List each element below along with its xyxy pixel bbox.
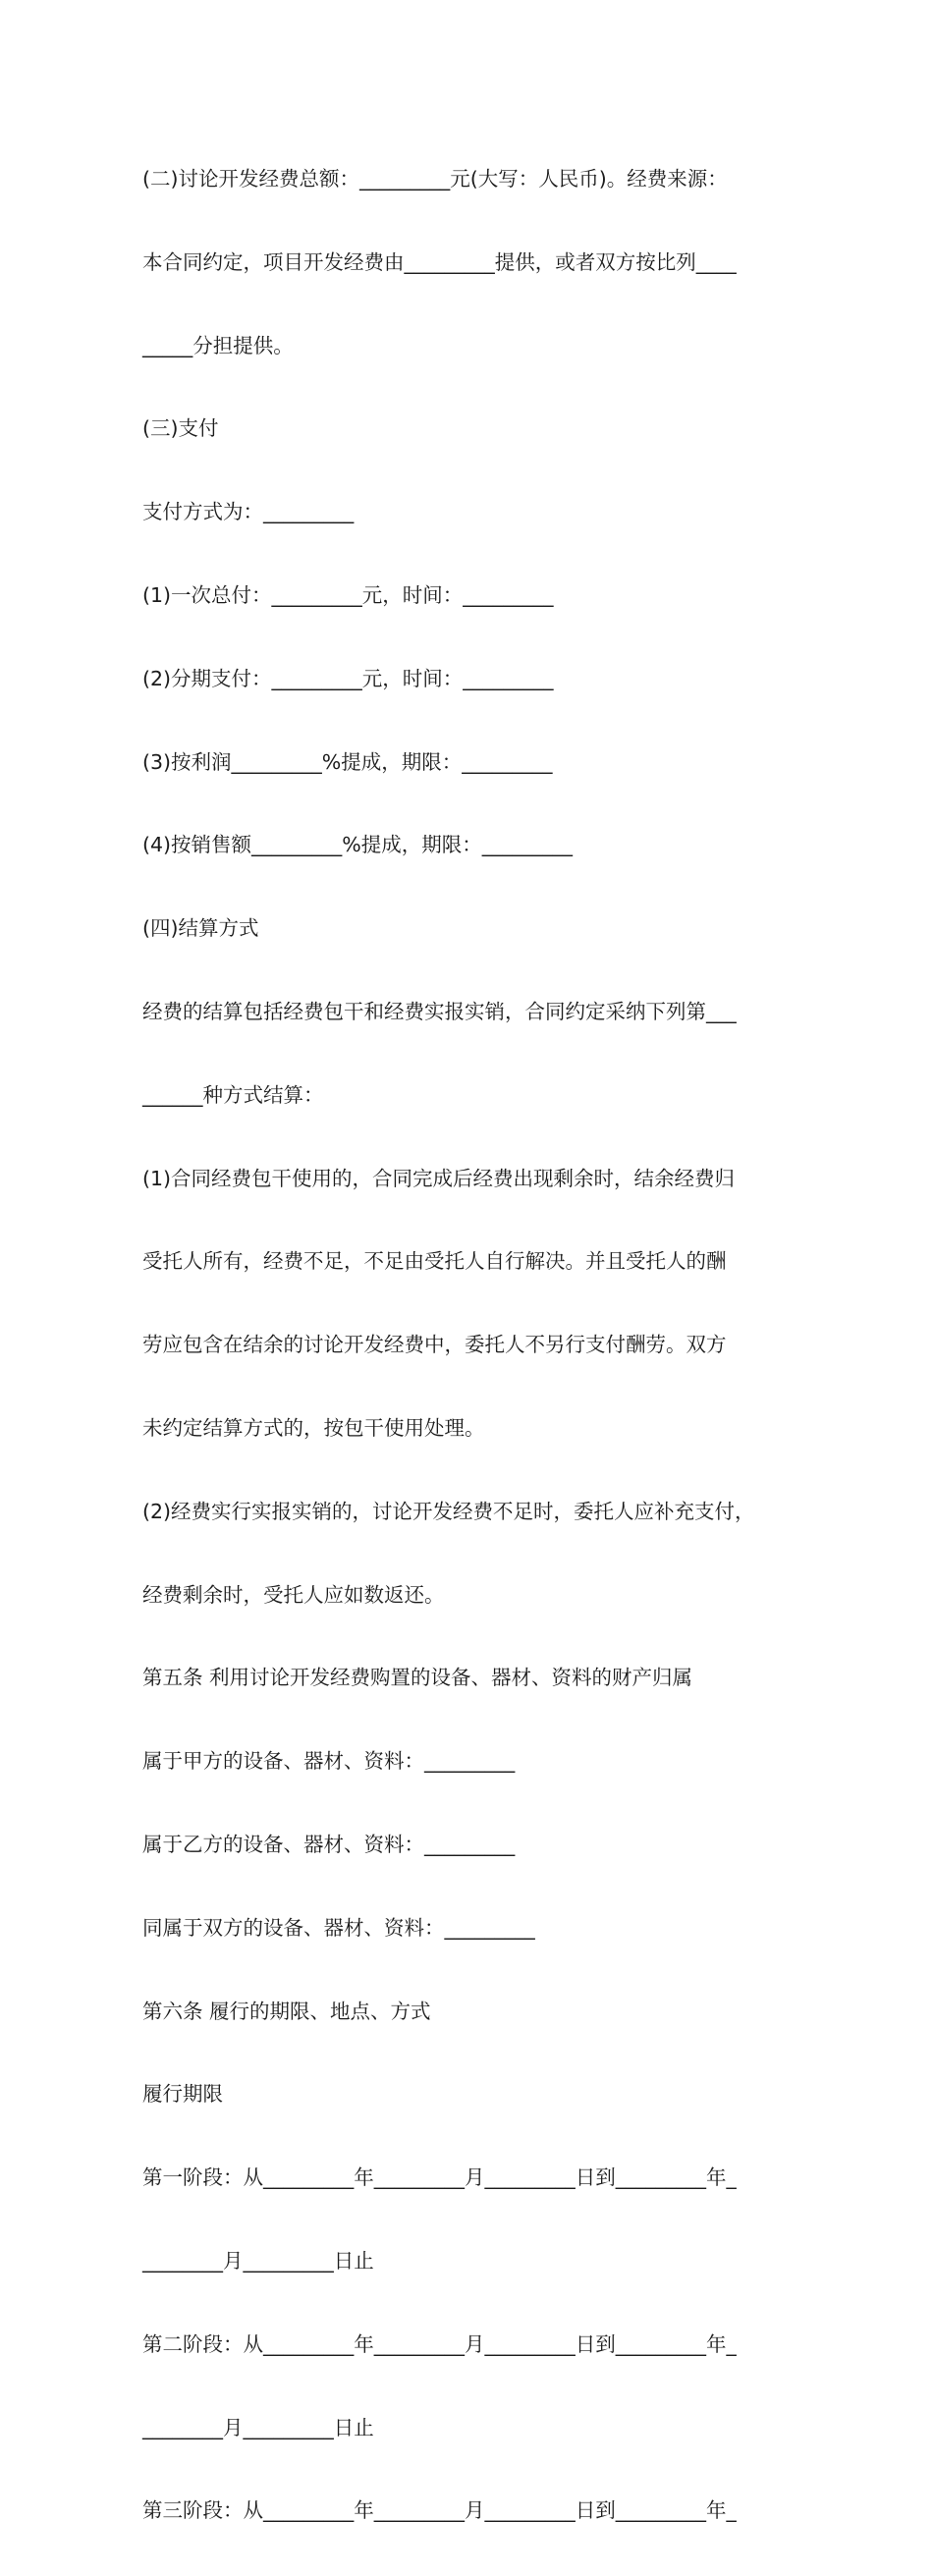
article-6-heading: 第六条 履行的期限、地点、方式 [142,1999,431,2023]
line-property-party-a: 属于甲方的设备、器材、资料：_________ [142,1749,516,1774]
line-settlement-item-2b: 经费剩余时，受托人应如数返还。 [142,1582,445,1607]
line-stage-1a: 第一阶段：从_________年_________月_________日到_________年_ [142,2165,737,2190]
line-stage-1b: ________月_________日止 [142,2248,374,2273]
line-payment-method: 支付方式为：_________ [142,500,355,524]
line-settlement-intro: 经费的结算包括经费包干和经费实报实销，合同约定采纳下列第___ [142,999,737,1023]
section-heading-payment: (三)支付 [142,416,219,441]
line-settlement-item-1a: (1)合同经费包干使用的，合同完成后经费出现剩余时，结余经费归 [142,1166,736,1190]
line-payment-lump-sum: (1)一次总付：_________元，时间：_________ [142,582,554,607]
line-stage-2b: ________月_________日止 [142,2415,374,2439]
line-funding-source: 本合同约定，项目开发经费由_________提供，或者双方按比列____ [142,249,737,274]
line-settlement-choice: ______种方式结算： [142,1082,324,1107]
line-settlement-item-1c: 劳应包含在结余的讨论开发经费中，委托人不另行支付酬劳。双方 [142,1333,727,1357]
line-property-party-b: 属于乙方的设备、器材、资料：_________ [142,1832,516,1856]
line-funding-total: (二)讨论开发经费总额：_________元(大写：人民币)。经费来源： [142,167,728,191]
line-settlement-item-1d: 未约定结算方式的，按包干使用处理。 [142,1415,485,1440]
section-heading-settlement: (四)结算方式 [142,916,259,941]
line-performance-period: 履行期限 [142,2082,223,2107]
line-stage-3a: 第三阶段：从_________年_________月_________日到_________年_ [142,2498,737,2523]
line-stage-2a: 第二阶段：从_________年_________月_________日到_________年_ [142,2331,737,2356]
article-5-heading: 第五条 利用讨论开发经费购置的设备、器材、资料的财产归属 [142,1666,693,1690]
line-property-joint: 同属于双方的设备、器材、资料：_________ [142,1915,535,1940]
line-settlement-item-1b: 受托人所有，经费不足，不足由受托人自行解决。并且受托人的酬 [142,1249,727,1274]
line-payment-sales-share: (4)按销售额_________%提成，期限：_________ [142,833,574,857]
line-funding-share: _____分担提供。 [142,333,294,357]
line-payment-installments: (2)分期支付：_________元，时间：_________ [142,666,554,690]
document-body [142,114,810,2576]
line-settlement-item-2a: (2)经费实行实报实销的，讨论开发经费不足时，委托人应补充支付， [142,1499,755,1523]
line-payment-profit-share: (3)按利润_________%提成，期限：_________ [142,749,553,774]
